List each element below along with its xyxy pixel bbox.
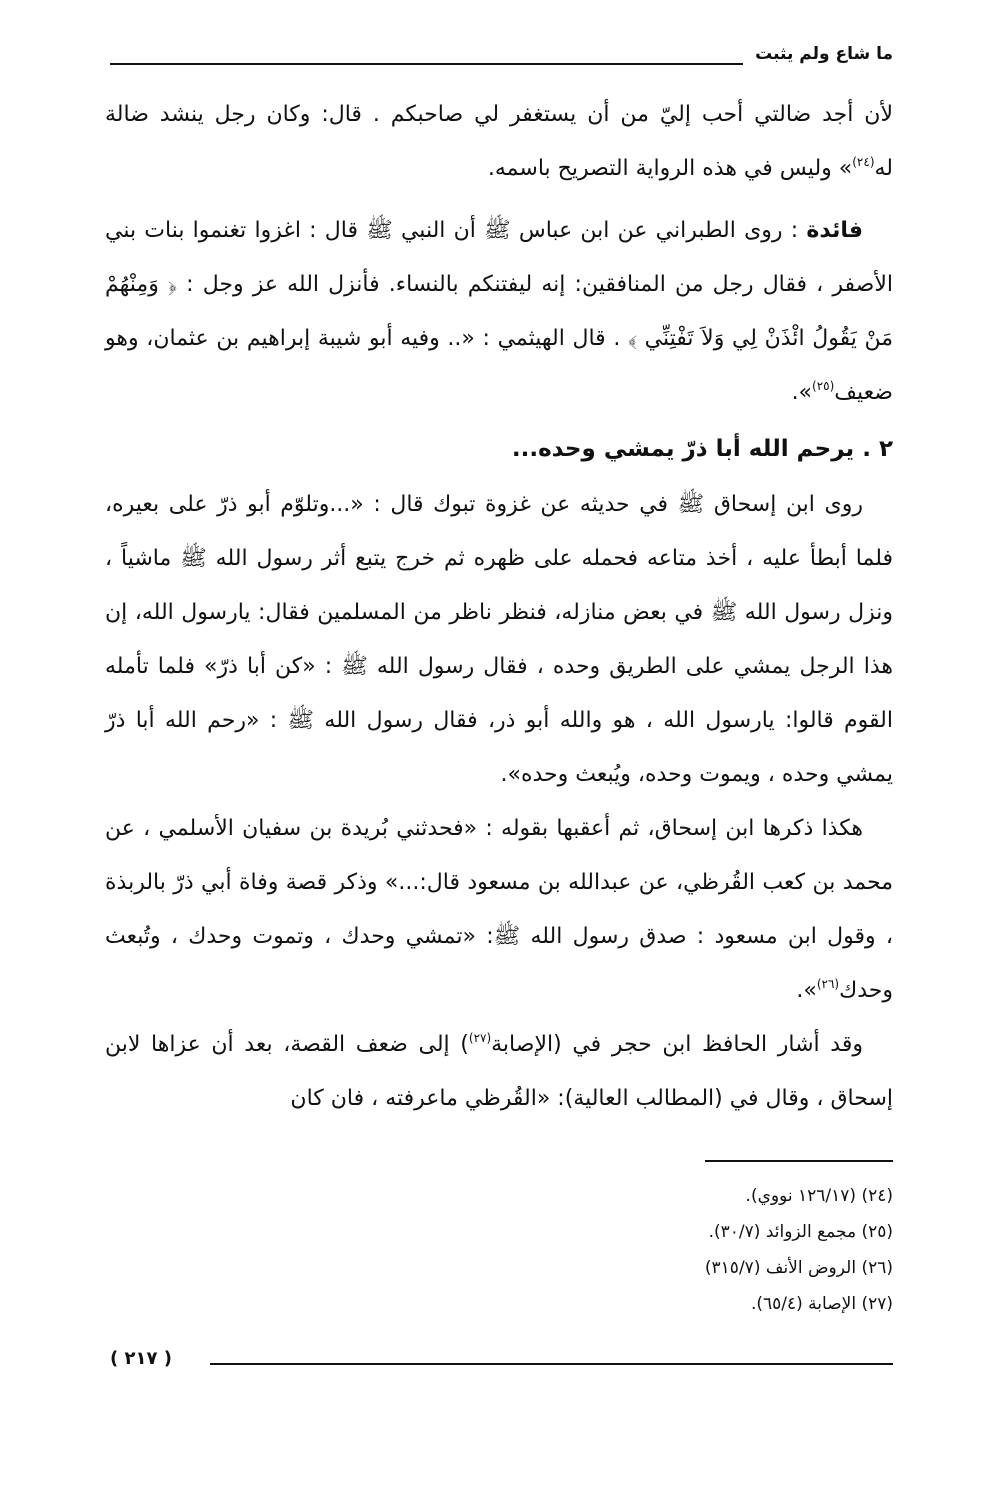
footnote-rule [705, 1160, 893, 1162]
paragraph-5 [105, 1018, 893, 1126]
paragraph-1-text: لأن أجد ضالتي أحب إليّ من أن يستغفر لي صاحبكم . قال: وكان رجل ينشد ضالة له [105, 102, 893, 181]
running-header-title: ما شاع ولم يثبت [755, 44, 893, 64]
paragraph-2 [105, 204, 893, 420]
paragraph-4-text: هكذا ذكرها ابن إسحاق، ثم أعقبها بقوله : «فحدثني بُريدة بن سفيان الأسلمي ، عن محمد بن كعب القُرظي، عن عبدالله بن مسعود قال:...» وذكر قصة وفاة أبي ذرّ بالربذة ، وقول ابن مسعود : صدق رسول الله ﷺ: «تمشي وحدك ، وتموت وحدك ، وتُبعث وحدك [105, 816, 893, 1003]
footnote-27: (٢٧) الإصابة (٦٥/٤). [750, 1294, 893, 1314]
running-header [110, 44, 893, 74]
note-label: فائدة [806, 218, 863, 243]
footnote-26: (٢٦) الروض الأنف (٣١٥/٧) [704, 1258, 893, 1278]
footnote-ref-25: (٢٥) [812, 379, 835, 393]
footnote-25: (٢٥) مجمع الزوائد (٣٠/٧). [708, 1222, 893, 1242]
footnote-ref-26: (٢٦) [816, 977, 840, 991]
section-heading: ٢ . يرحم الله أبا ذرّ يمشي وحده... [511, 436, 893, 462]
footer-rule [210, 1363, 893, 1365]
paragraph-5-text: وقد أشار الحافظ ابن حجر في (الإصابة [491, 1032, 863, 1057]
paragraph-4-end: ». [796, 978, 817, 1003]
footnote-ref-24: (٢٤) [852, 155, 875, 169]
paragraph-2-end: ». [791, 380, 813, 405]
paragraph-1-end: » وليس في هذه الرواية التصريح باسمه. [487, 156, 853, 181]
paragraph-4 [105, 802, 893, 1018]
body-text [105, 88, 893, 1126]
footnote-24: (٢٤) (١٢٦/١٧ نووي). [745, 1186, 893, 1206]
footnotes [105, 1178, 893, 1322]
page-footer [110, 1348, 893, 1378]
paragraph-1 [105, 88, 893, 196]
paragraph-2-text: : روى الطبراني عن ابن عباس ﷺ أن النبي ﷺ قال : اغزوا تغنموا بنات بني الأصفر ، فقال رجل من المنافقين: إنه ليفتنكم بالنساء. فأنزل الله عز وجل : ﴿ وَمِنْهُمْ مَنْ يَقُولُ ائْذَنْ لِي وَلاَ تَفْتِنِّي ﴾ . قال الهيثمي : «.. وفيه أبو شيبة إبراهيم بن عثمان، وهو ضعيف [105, 218, 893, 405]
paragraph-5-text-continued: ) إلى ضعف القصة، بعد أن عزاها لابن إسحاق ، وقال في (المطالب العالية): «القُرظي ماعرفته ، فان كان [105, 1032, 893, 1111]
header-rule [110, 63, 743, 65]
footnote-ref-27: (٢٧) [468, 1031, 492, 1045]
paragraph-3: روى ابن إسحاق ﷺ في حديثه عن غزوة تبوك قال : «...وتلوّم أبو ذرّ على بعيره، فلما أبطأ عليه ، أخذ متاعه فحمله على ظهره ثم خرج يتبع أثر رسول الله ﷺ ماشياً ، ونزل رسول الله ﷺ في بعض منازله، فنظر ناظر من المسلمين فقال: يارسول الله، إن هذا الرجل يمشي على الطريق وحده ، فقال رسول الله ﷺ : «كن أبا ذرّ» فلما تأمله القوم قالوا: يارسول الله ، هو والله أبو ذر، فقال رسول الله ﷺ : «رحم الله أبا ذرّ يمشي وحده ، ويموت وحده، ويُبعث وحده». [105, 492, 893, 787]
page-number: ( ٢١٧ ) [110, 1348, 172, 1369]
